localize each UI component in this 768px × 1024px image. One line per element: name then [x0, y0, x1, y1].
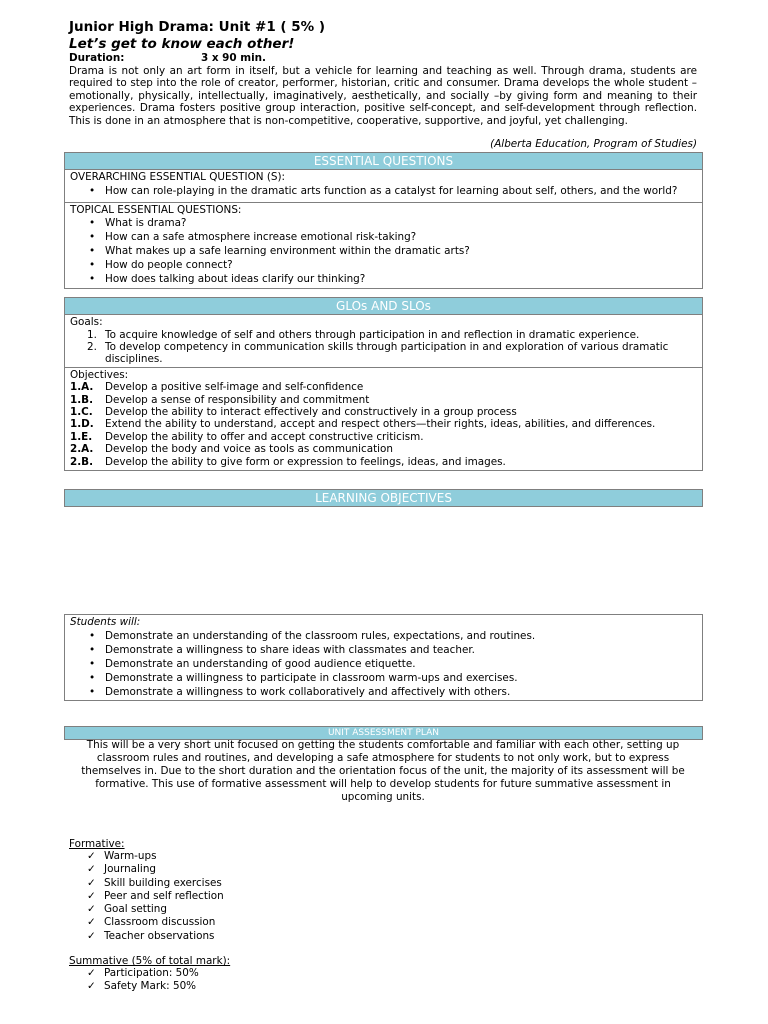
objective-id: 2.A. — [70, 443, 94, 456]
list-item: ✓ Goal setting — [69, 903, 224, 916]
topical-list — [70, 216, 702, 286]
objectives-label: Objectives: — [70, 368, 129, 381]
goal-number: 2. — [87, 340, 97, 353]
goal-text: To acquire knowledge of self and others through participation in and reflection in dramatic experience. — [105, 328, 640, 341]
list-item: ✓ Warm-ups — [69, 850, 224, 863]
list-item: • Demonstrate an understanding of good audience etiquette. — [70, 657, 702, 671]
list-item: • What makes up a safe learning environment within the dramatic arts? — [70, 244, 702, 258]
list-item: ✓ Participation: 50% — [69, 967, 199, 980]
overarching-section — [65, 170, 702, 202]
assessment-plan-bar — [64, 726, 703, 740]
objective-id: 2.B. — [70, 455, 94, 468]
objective-text: Develop a sense of responsibility and commitment — [105, 393, 370, 406]
topical-label: TOPICAL ESSENTIAL QUESTIONS: — [70, 203, 242, 216]
essential-questions-heading: ESSENTIAL QUESTIONS — [65, 153, 702, 170]
objective-text: Develop the ability to offer and accept constructive criticism. — [105, 430, 424, 443]
objective-row — [70, 431, 702, 443]
objectives-section — [65, 367, 702, 470]
formative-list — [69, 850, 224, 943]
goal-number: 1. — [87, 328, 97, 341]
list-item: • How does talking about ideas clarify our thinking? — [70, 272, 702, 286]
goals-label: Goals: — [70, 316, 103, 328]
objective-id: 1.E. — [70, 430, 93, 443]
overarching-list — [70, 184, 702, 198]
list-item: • Demonstrate an understanding of the classroom rules, expectations, and routines. — [70, 629, 702, 643]
objective-row — [70, 418, 702, 430]
list-item: ✓ Classroom discussion — [69, 916, 224, 929]
list-item: ✓ Peer and self reflection — [69, 890, 224, 903]
overarching-label: OVERARCHING ESSENTIAL QUESTION (S): — [70, 171, 286, 183]
unit-title: Junior High Drama: Unit #1 ( 5% ) — [69, 19, 326, 35]
objective-text: Develop the body and voice as tools as communication — [105, 443, 394, 456]
list-item: ✓ Safety Mark: 50% — [69, 980, 199, 993]
intro-paragraph: Drama is not only an art form in itself, but a vehicle for learning and teaching as well. Through drama, students are required to step into the role of creator, performer, historian, critic and consumer. Drama develops the whole student –emotionally, physically, intellectually, imaginatively, aesthetically, and socially –by giving form and meaning to their experiences. Drama fosters positive group interaction, positive self-concept, and self-development through reflection. This is done in an atmosphere that is non-competitive, cooperative, supportive, and joyful, yet challenging. — [69, 65, 697, 127]
list-item: ✓ Teacher observations — [69, 930, 224, 943]
objective-text: Extend the ability to understand, accept and respect others—their rights, ideas, abilities, and differences. — [105, 418, 656, 431]
learning-objectives-bar — [64, 489, 703, 507]
objective-text: Develop the ability to give form or expression to feelings, ideas, and images. — [105, 455, 506, 468]
learning-objectives-heading: LEARNING OBJECTIVES — [65, 490, 702, 506]
list-item — [70, 329, 702, 341]
goal-text: To develop competency in communication skills through participation in and exploration of various dramatic disciplines. — [105, 340, 669, 365]
list-item: • Demonstrate a willingness to share ideas with classmates and teacher. — [70, 643, 702, 657]
objective-text: Develop the ability to interact effectively and constructively in a group process — [105, 406, 517, 418]
duration-label: Duration: — [69, 52, 125, 64]
goals-section — [65, 315, 702, 367]
glos-slos-heading: GLOs AND SLOs — [65, 298, 702, 315]
students-will-label: Students will: — [70, 616, 141, 628]
list-item: ✓ Skill building exercises — [69, 877, 224, 890]
learning-list — [70, 629, 702, 699]
objective-row — [70, 381, 702, 393]
goals-list — [70, 329, 702, 365]
summative-list — [69, 967, 199, 994]
list-item: • How can a safe atmosphere increase emotional risk-taking? — [70, 230, 702, 244]
formative-label: Formative: — [69, 838, 125, 850]
list-item: • What is drama? — [70, 216, 702, 230]
essential-questions-table — [64, 152, 703, 289]
list-item: • Demonstrate a willingness to work collaboratively and affectively with others. — [70, 685, 702, 699]
students-will-section — [65, 615, 702, 701]
objective-row — [70, 406, 702, 418]
objective-row — [70, 394, 702, 406]
topical-section — [65, 202, 702, 289]
assessment-plan-text: This will be a very short unit focused on getting the students comfortable and familiar with each other, setting up classroom rules and routines, and developing a safe atmosphere for students to not only work, but to express themselves in. Due to the short duration and the orientation focus of the unit, the majority of its assessment will be formative. This use of formative assessment will help to develop students for future summative assessment in upcoming units. — [81, 739, 685, 803]
list-item — [70, 341, 702, 365]
duration-line — [69, 52, 266, 64]
objective-row — [70, 443, 702, 455]
list-item: • How do people connect? — [70, 258, 702, 272]
objective-id: 1.B. — [70, 393, 94, 406]
duration-value: 3 x 90 min. — [201, 52, 266, 64]
objective-row — [70, 456, 702, 468]
objective-id: 1.A. — [70, 381, 94, 394]
summative-label: Summative (5% of total mark): — [69, 955, 231, 967]
intro-citation: (Alberta Education, Program of Studies) — [490, 138, 697, 150]
glos-slos-table — [64, 297, 703, 471]
objective-text: Develop a positive self-image and self-confidence — [105, 381, 364, 394]
list-item: • How can role-playing in the dramatic arts function as a catalyst for learning about self, others, and the world? — [70, 184, 702, 198]
objective-id: 1.D. — [70, 418, 94, 431]
list-item: ✓ Journaling — [69, 863, 224, 876]
objective-id: 1.C. — [70, 406, 93, 418]
students-will-box — [64, 614, 703, 701]
unit-subtitle: Let’s get to know each other! — [69, 36, 295, 52]
list-item: • Demonstrate a willingness to participate in classroom warm-ups and exercises. — [70, 671, 702, 685]
assessment-plan-heading: UNIT ASSESSMENT PLAN — [65, 727, 702, 739]
